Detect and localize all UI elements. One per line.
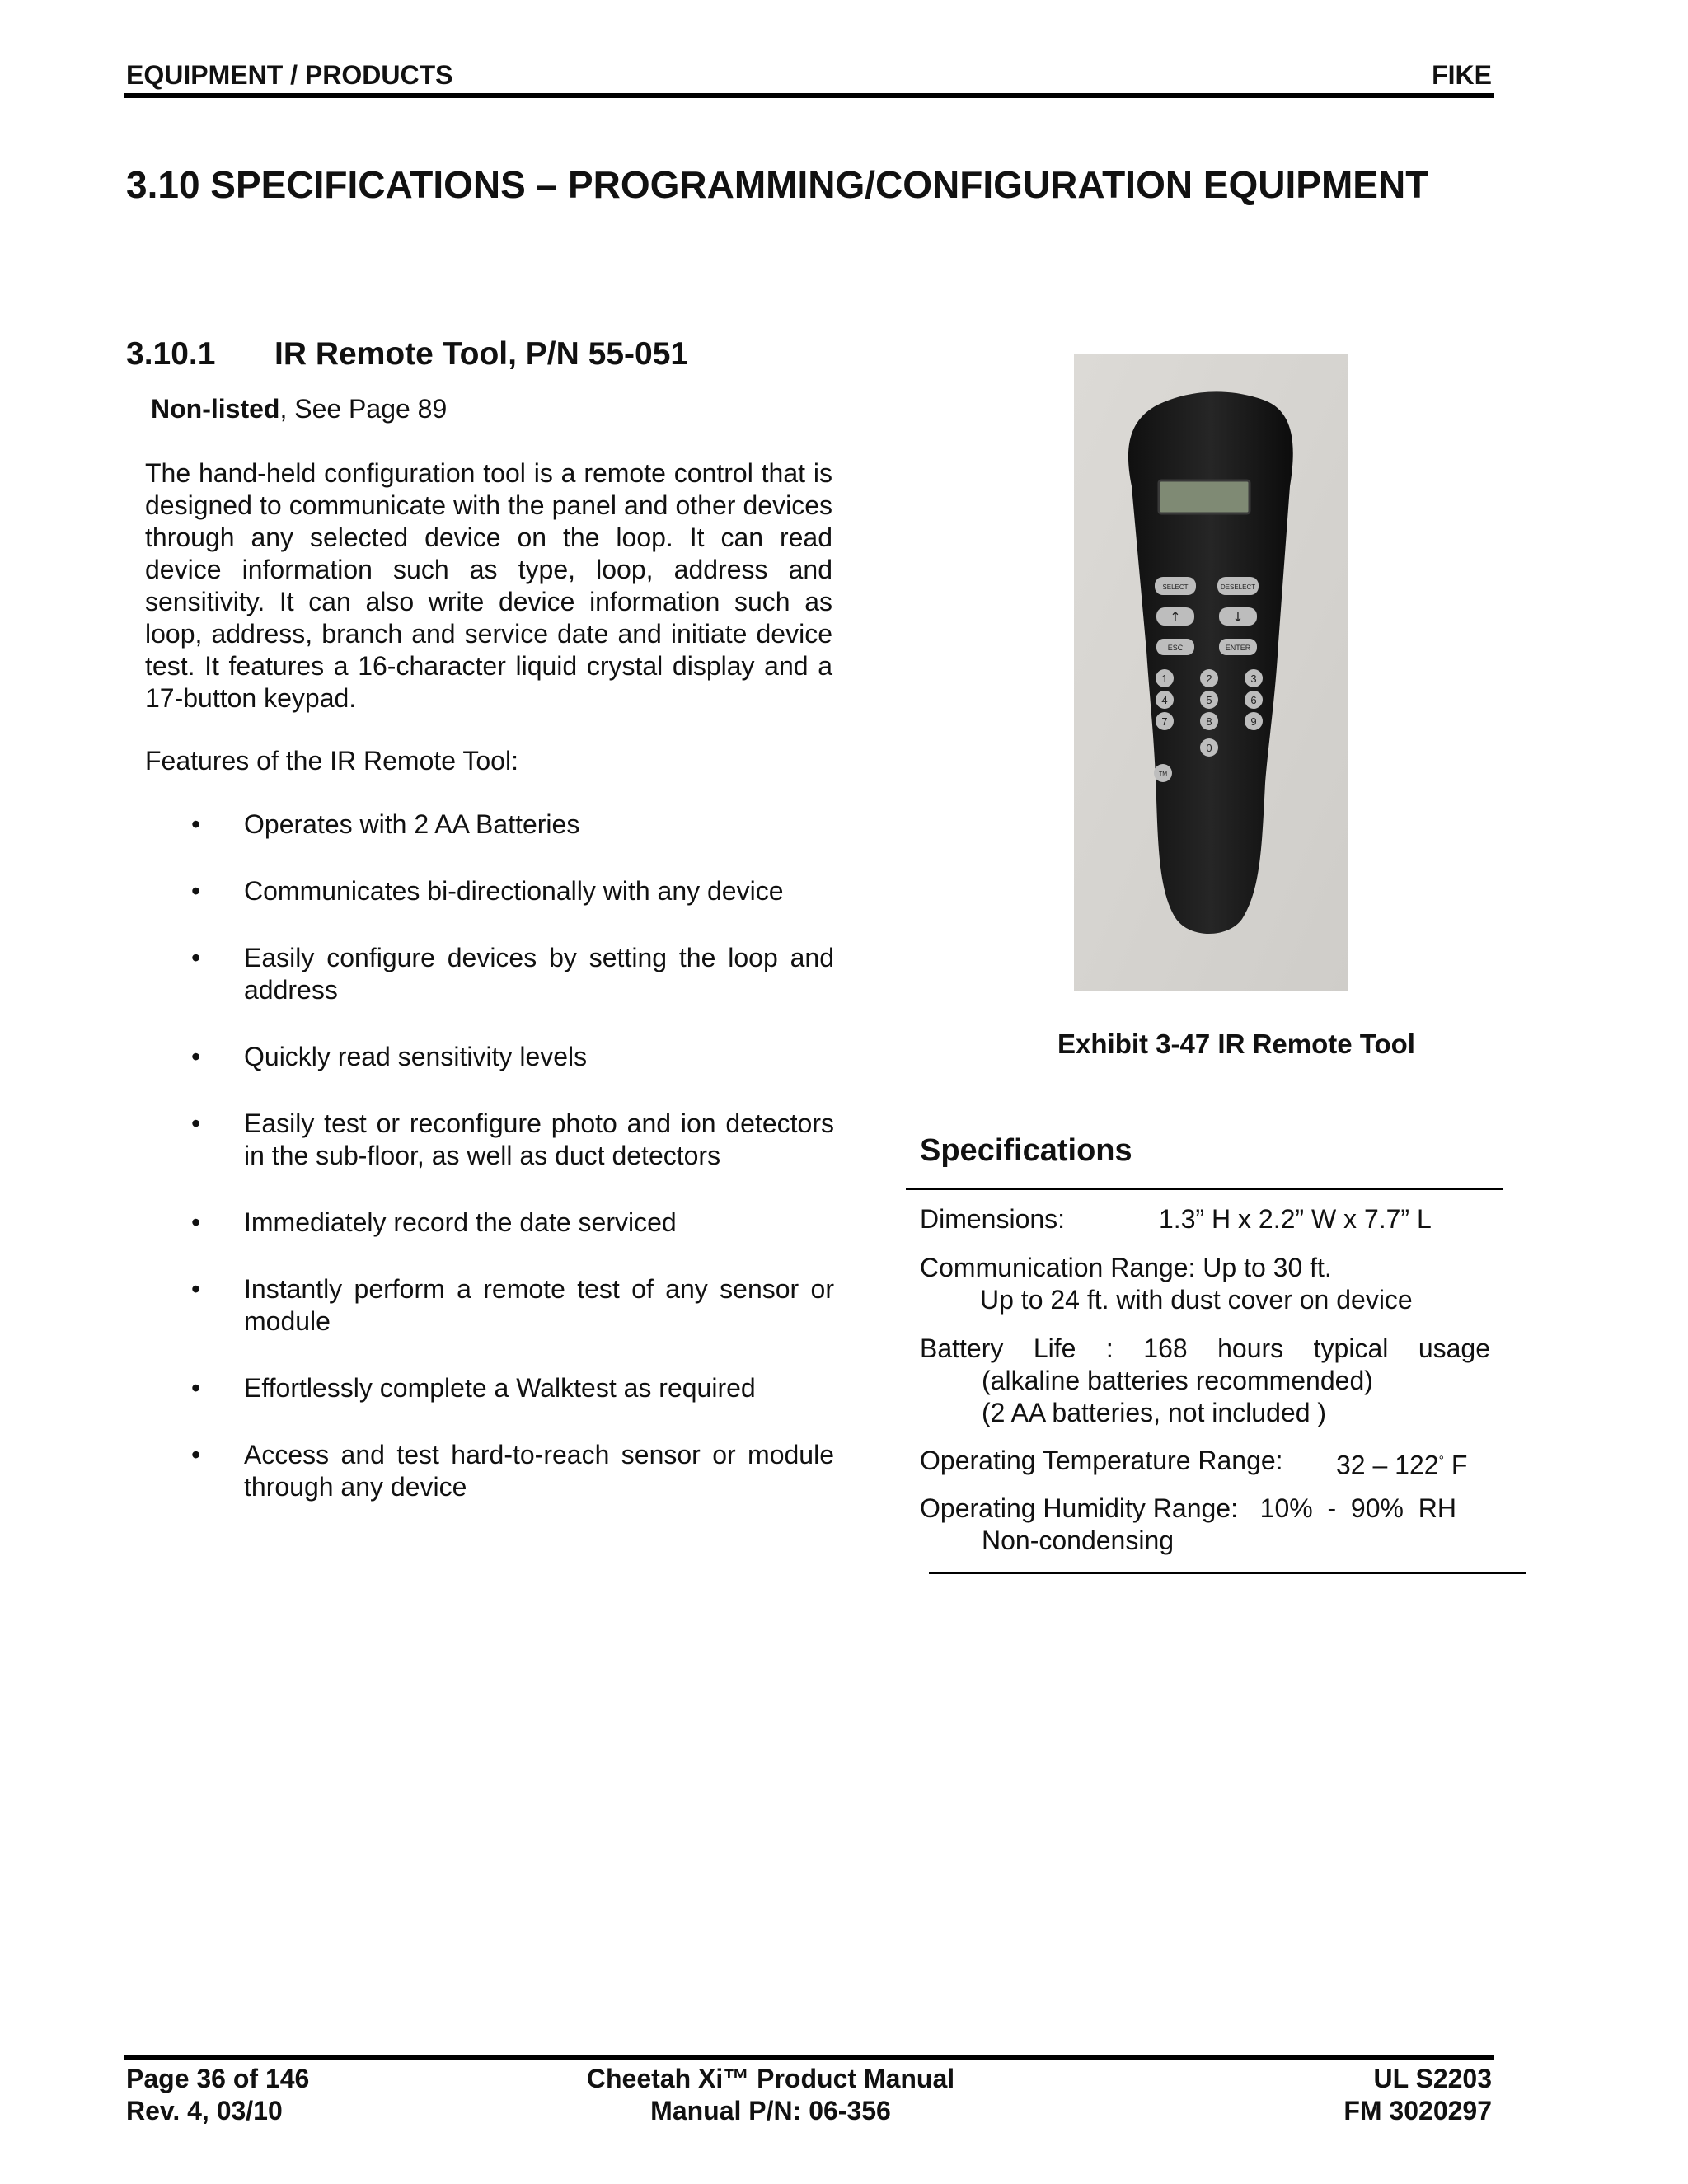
digit-key-0: 0 [1206, 742, 1212, 754]
feature-item [191, 1439, 834, 1503]
footer-revision: Rev. 4, 03/10 [126, 2096, 283, 2125]
feature-text: Effortlessly complete a Walktest as required [244, 1373, 756, 1403]
ir-remote-photo [1074, 354, 1348, 991]
bullet-icon: • [191, 1274, 201, 1304]
subsection-number: 3.10.1 [126, 336, 216, 372]
select-key-label: SELECT [1162, 583, 1189, 591]
spec-humidity-range: Operating Humidity Range: 10% - 90% RH [920, 1493, 1456, 1523]
listing-status-bold: Non-listed [151, 394, 280, 424]
subsection-title: IR Remote Tool, P/N 55-051 [274, 336, 689, 372]
up-arrow-icon: ↑ [1170, 609, 1181, 625]
footer-page-number: Page 36 of 146 [126, 2064, 310, 2093]
down-arrow-icon: ↓ [1232, 609, 1244, 625]
description-paragraph: The hand-held configuration tool is a remote control that is designed to communicate with the panel and other devices through any selected device on the loop. It can read device information such as type, loop, address and sensitivity. It can also write device information such as loop, address, branch and service date and initiate device test. It features a 16-character liquid crystal display and a 17-button keypad. [145, 458, 832, 713]
feature-text: Quickly read sensitivity levels [244, 1042, 588, 1071]
exhibit-caption: Exhibit 3-47 IR Remote Tool [1057, 1029, 1415, 1059]
feature-text: Easily test or reconfigure photo and ion detectors in the sub-floor, as well as duct detectors [244, 1108, 834, 1170]
tm-key-label: TM [1158, 771, 1168, 777]
digit-key-3: 3 [1250, 673, 1257, 685]
feature-item [191, 1207, 834, 1239]
spec-dimensions-value: 1.3” H x 2.2” W x 7.7” L [1159, 1204, 1432, 1234]
footer-fm-approval: FM 3020297 [1343, 2096, 1492, 2125]
header-rule [124, 93, 1494, 98]
footer-ul-listing: UL S2203 [1373, 2064, 1492, 2093]
feature-text: Access and test hard-to-reach sensor or module through any device [244, 1440, 834, 1502]
digit-key-5: 5 [1206, 694, 1212, 706]
spec-battery-note-1: (alkaline batteries recommended) [982, 1366, 1373, 1395]
bullet-icon: • [191, 809, 201, 839]
spec-dimensions-label: Dimensions: [920, 1204, 1066, 1234]
header-brand: FIKE [1432, 60, 1492, 90]
digit-key-8: 8 [1206, 715, 1212, 728]
feature-text: Easily configure devices by setting the loop and address [244, 943, 834, 1005]
esc-key-label: ESC [1167, 644, 1184, 652]
feature-text: Communicates bi-directionally with any device [244, 876, 784, 906]
features-intro: Features of the IR Remote Tool: [145, 746, 518, 776]
bullet-icon: • [191, 1042, 201, 1071]
subsection-heading [126, 336, 688, 373]
enter-key-label: ENTER [1225, 644, 1251, 652]
spec-battery-note-2: (2 AA batteries, not included ) [982, 1398, 1327, 1427]
footer-manual-title: Cheetah Xi™ Product Manual [586, 2064, 955, 2093]
degree-symbol: ° [1438, 1454, 1444, 1468]
digit-key-2: 2 [1206, 673, 1212, 685]
features-list [191, 808, 834, 1538]
feature-item [191, 808, 834, 841]
bullet-icon: • [191, 876, 201, 906]
feature-item [191, 1041, 834, 1073]
spec-operating-temp-value [1336, 1445, 1467, 1482]
feature-item [191, 1108, 834, 1172]
spec-temp-unit: F [1443, 1450, 1468, 1480]
feature-text: Operates with 2 AA Batteries [244, 809, 580, 839]
feature-text: Instantly perform a remote test of any sensor or module [244, 1274, 834, 1336]
specifications-title: Specifications [920, 1133, 1132, 1168]
digit-key-7: 7 [1161, 715, 1168, 728]
listing-status-reference: , See Page 89 [279, 394, 448, 424]
deselect-key-label: DESELECT [1220, 583, 1256, 591]
header-section-label: EQUIPMENT / PRODUCTS [126, 60, 453, 90]
feature-item [191, 942, 834, 1006]
specifications-bottom-rule [929, 1572, 1526, 1574]
digit-key-9: 9 [1250, 715, 1257, 728]
spec-comm-range: Communication Range: Up to 30 ft. [920, 1253, 1332, 1282]
digit-key-6: 6 [1250, 694, 1257, 706]
specifications-top-rule [906, 1188, 1503, 1190]
footer-rule [124, 2055, 1494, 2060]
bullet-icon: • [191, 1440, 201, 1469]
listing-status [151, 393, 447, 425]
bullet-icon: • [191, 1207, 201, 1237]
bullet-icon: • [191, 1373, 201, 1403]
lcd-display [1159, 480, 1250, 513]
section-title: 3.10 SPECIFICATIONS – PROGRAMMING/CONFIGURATION EQUIPMENT [126, 163, 1429, 206]
feature-item [191, 1273, 834, 1338]
spec-battery-life: Battery Life : 168 hours typical usage [920, 1333, 1490, 1363]
digit-key-1: 1 [1161, 673, 1168, 685]
feature-item [191, 875, 834, 907]
spec-temp-range: 32 – 122 [1336, 1450, 1439, 1480]
ir-remote-illustration [1074, 354, 1348, 991]
feature-item [191, 1372, 834, 1404]
spec-comm-range-dust-cover: Up to 24 ft. with dust cover on device [980, 1285, 1413, 1315]
feature-text: Immediately record the date serviced [244, 1207, 677, 1237]
bullet-icon: • [191, 943, 201, 972]
bullet-icon: • [191, 1108, 201, 1138]
digit-key-4: 4 [1161, 694, 1168, 706]
spec-operating-temp-label: Operating Temperature Range: [920, 1446, 1283, 1475]
footer-manual-pn: Manual P/N: 06-356 [650, 2096, 891, 2125]
spec-humidity-note: Non-condensing [982, 1526, 1175, 1555]
